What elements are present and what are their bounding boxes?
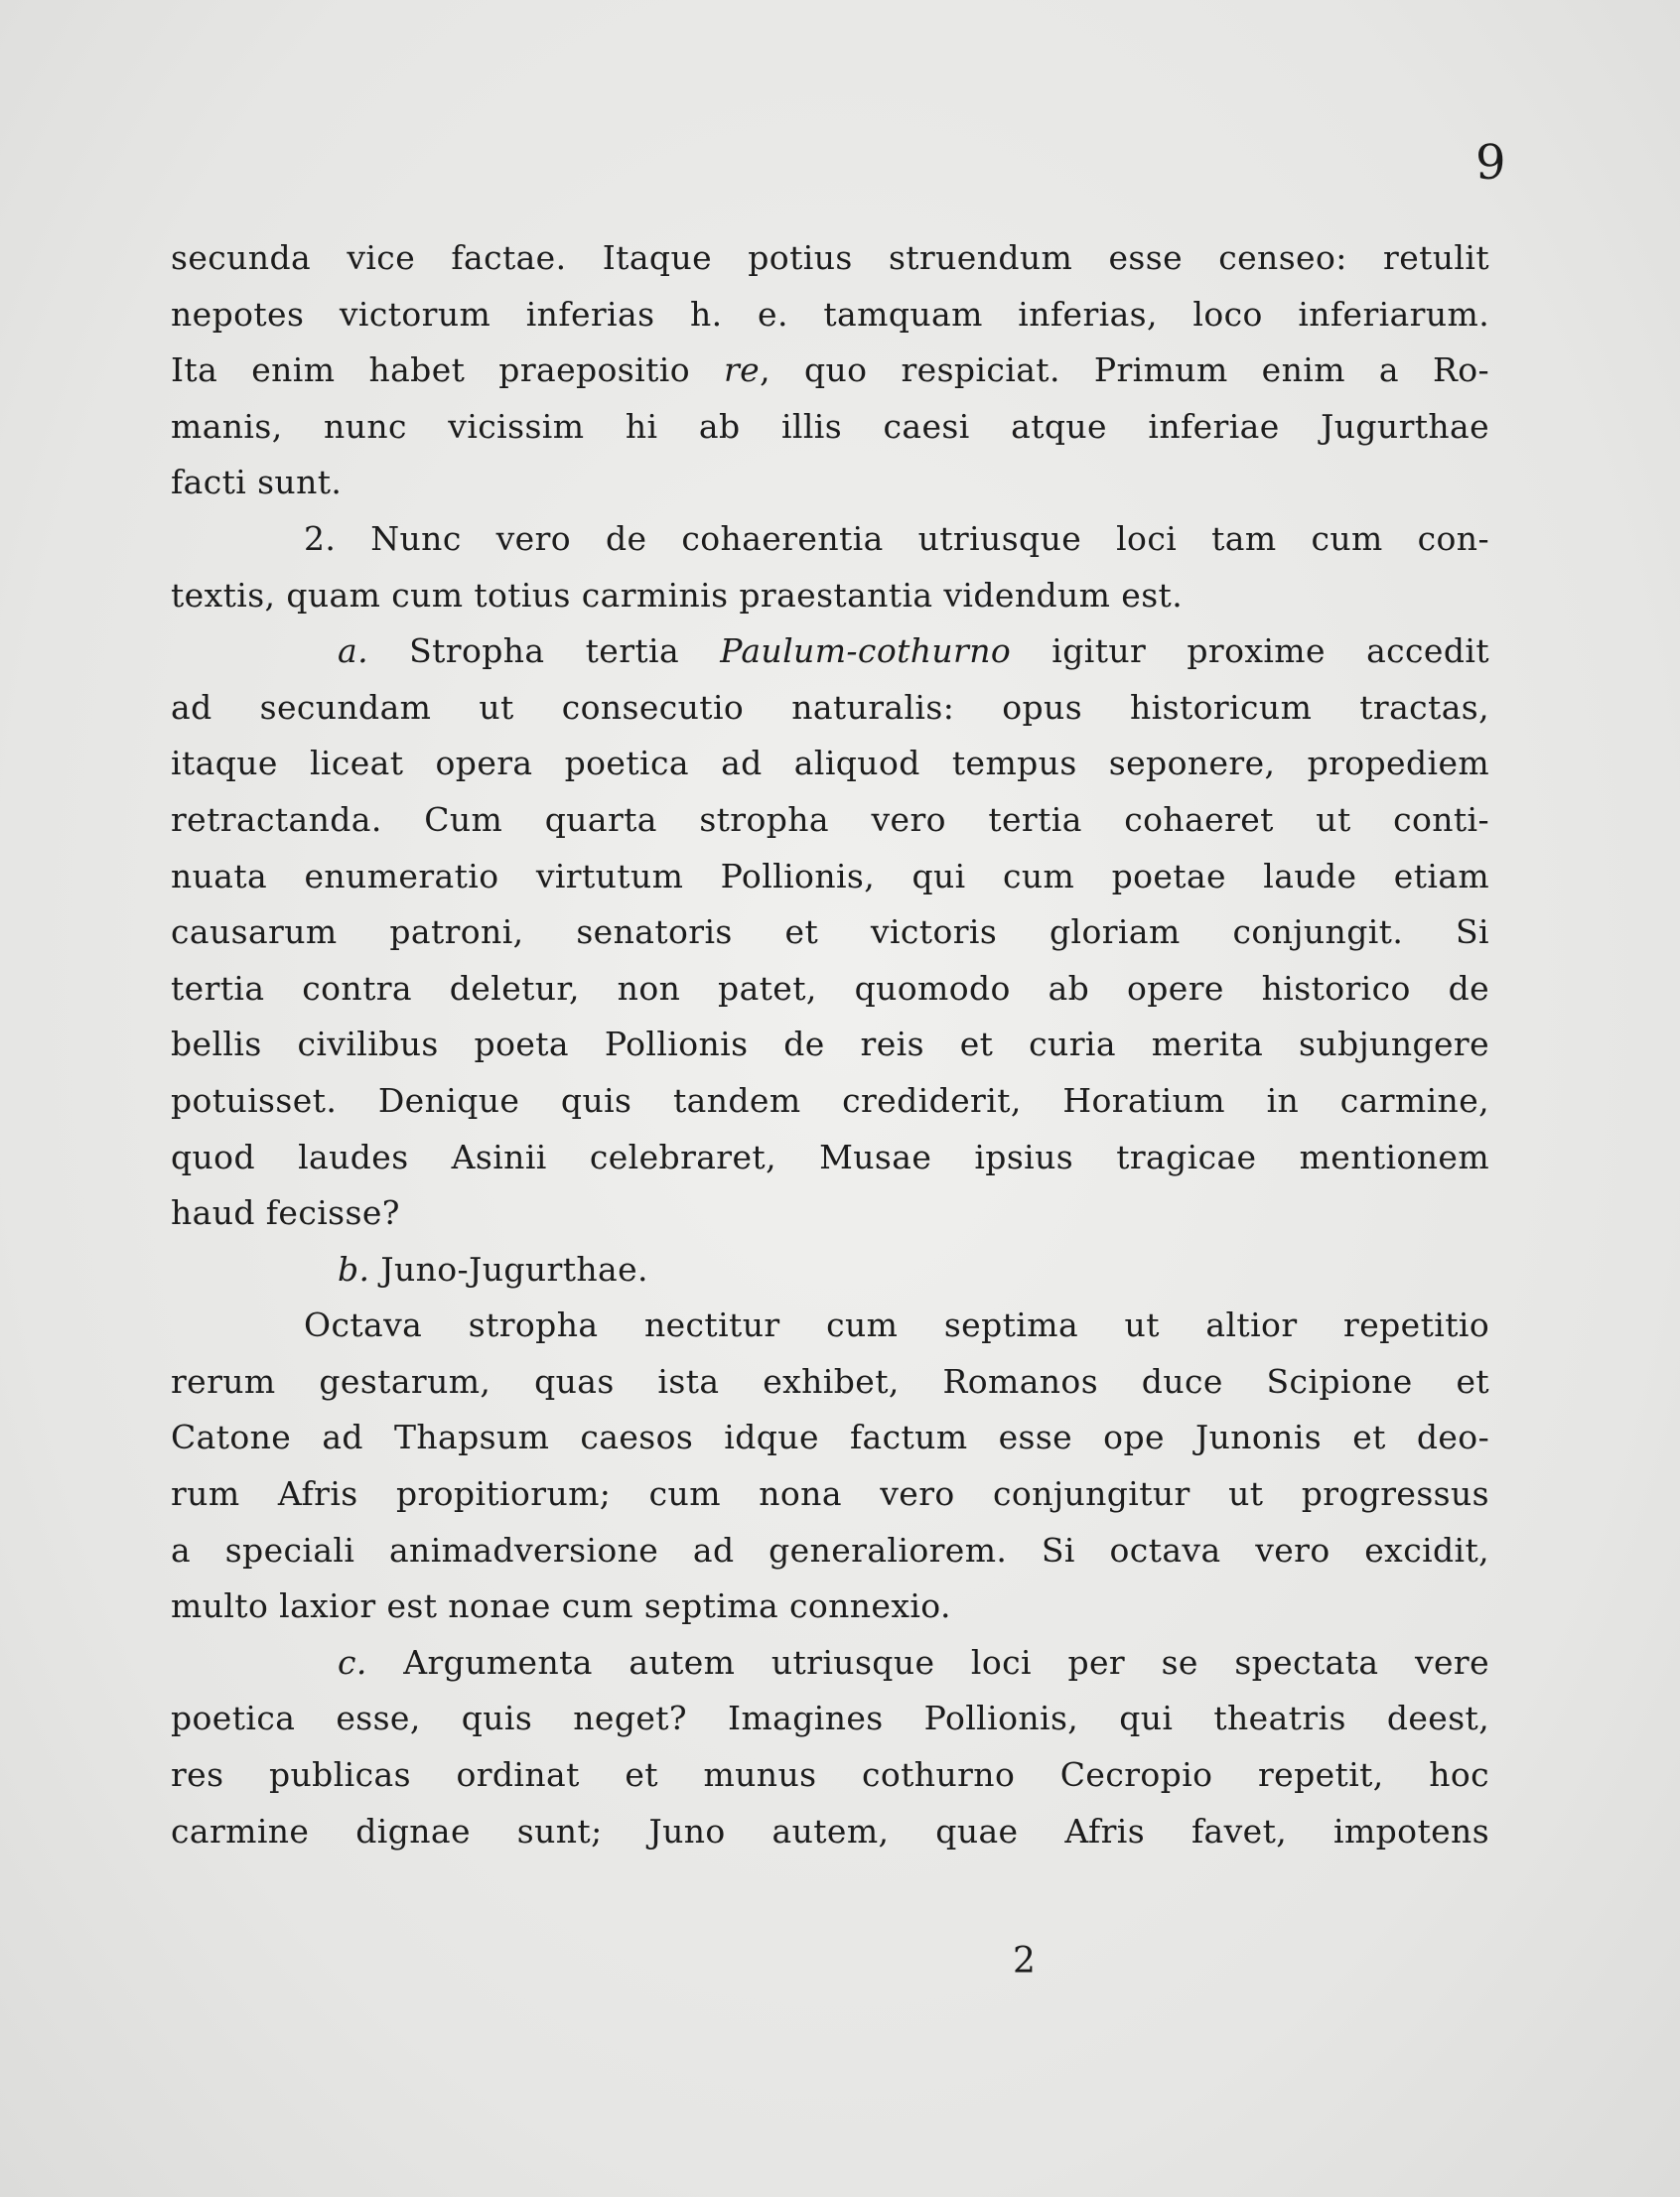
text-line: facti sunt. [171, 463, 343, 502]
text-line: ad secundam ut consecutio naturalis: opus historicum tractas, [171, 687, 1490, 727]
text-line: a speciali animadversione ad generaliorem. Si octava vero excidit, [171, 1530, 1490, 1570]
text-line: carmine dignae sunt; Juno autem, quae Afris favet, impotens [171, 1811, 1490, 1851]
text-line: bellis civilibus poeta Pollionis de reis et curia merita subjungere [171, 1025, 1490, 1064]
text-line: retractanda. Cum quarta stropha vero tertia cohaeret ut conti- [171, 799, 1490, 839]
text-line: potuisset. Denique quis tandem crediderit, Horatium in carmine, [171, 1080, 1490, 1120]
text-line: rum Afris propitiorum; cum nona vero conjungitur ut progressus [171, 1474, 1490, 1514]
text-line: secunda vice factae. Itaque potius struendum esse censeo: retulit [171, 238, 1490, 277]
text-line: c. Argumenta autem utriusque loci per se spectata vere [338, 1642, 1490, 1682]
text-line: multo laxior est nonae cum septima connexio. [171, 1586, 951, 1626]
text-line: causarum patroni, senatoris et victoris gloriam conjungit. Si [171, 912, 1489, 952]
text-line: 2. Nunc vero de cohaerentia utriusque loci tam cum con- [304, 518, 1489, 558]
text-line: manis, nunc vicissim hi ab illis caesi atque inferiae Jugurthae [171, 406, 1490, 446]
body-text [171, 230, 1489, 1859]
signature-mark: 2 [1013, 1941, 1036, 1982]
text-line: rerum gestarum, quas ista exhibet, Romanos duce Scipione et [171, 1361, 1490, 1401]
text-line: b. Juno-Jugurthae. [338, 1249, 648, 1289]
text-line: res publicas ordinat et munus cothurno Cecropio repetit, hoc [171, 1755, 1490, 1795]
text-line: a. Stropha tertia Paulum-cothurno igitur proxime accedit [338, 631, 1489, 671]
text-line: haud fecisse? [171, 1193, 400, 1233]
text-line: poetica esse, quis neget? Imagines Pollionis, qui theatris deest, [171, 1699, 1490, 1738]
text-line: quod laudes Asinii celebraret, Musae ipsius tragicae mentionem [171, 1137, 1490, 1176]
text-line: nuata enumeratio virtutum Pollionis, qui cum poetae laude etiam [171, 856, 1490, 895]
text-line: Ita enim habet praepositio re, quo respiciat. Primum enim a Ro- [171, 350, 1490, 390]
page-number: 9 [1475, 135, 1506, 191]
text-line: tertia contra deletur, non patet, quomodo ab opere historico de [171, 968, 1490, 1008]
text-line: Octava stropha nectitur cum septima ut altior repetitio [304, 1305, 1490, 1345]
text-line: itaque liceat opera poetica ad aliquod tempus seponere, propediem [171, 744, 1490, 783]
text-line: nepotes victorum inferias h. e. tamquam inferias, loco inferiarum. [171, 294, 1490, 334]
text-line: Catone ad Thapsum caesos idque factum esse ope Junonis et deo- [171, 1418, 1490, 1457]
text-line: textis, quam cum totius carminis praestantia videndum est. [171, 575, 1184, 615]
